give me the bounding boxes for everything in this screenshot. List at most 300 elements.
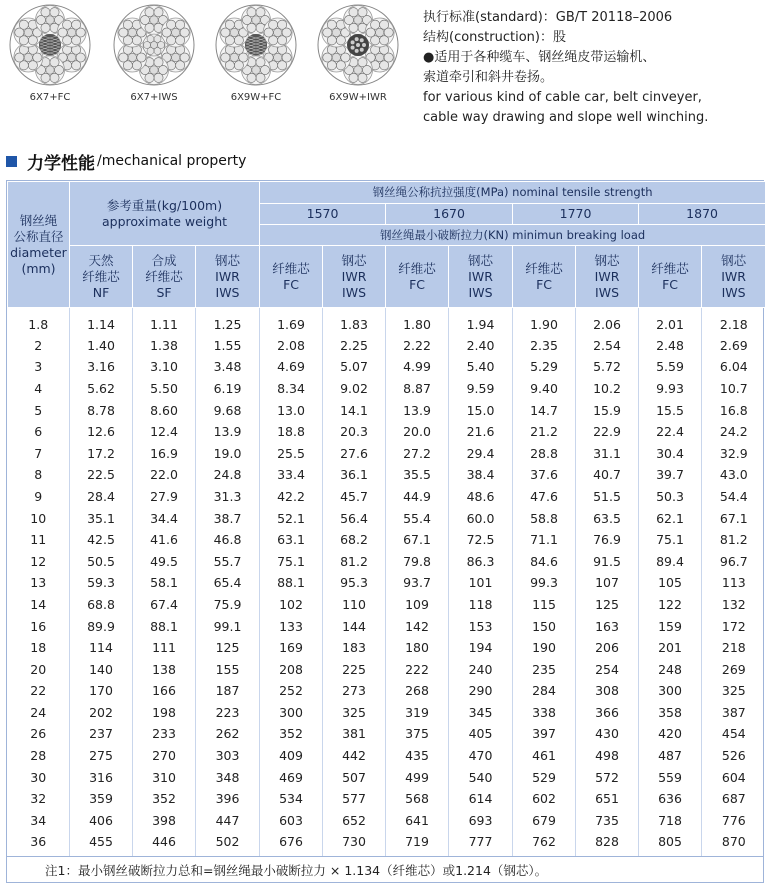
row-value: 651	[576, 788, 639, 810]
row-value: 8.78	[70, 399, 133, 421]
rope-cross-section-icon	[9, 4, 91, 86]
row-value: 5.62	[70, 378, 133, 400]
diagram-6x7-fc	[0, 4, 100, 103]
row-value: 447	[196, 810, 260, 832]
row-value: 63.1	[260, 529, 323, 551]
row-value: 111	[133, 637, 196, 659]
row-value: 22.5	[70, 464, 133, 486]
row-value: 40.7	[576, 464, 639, 486]
row-value: 99.1	[196, 615, 260, 637]
row-value: 223	[196, 702, 260, 724]
row-value: 122	[639, 594, 702, 616]
row-value: 55.7	[196, 550, 260, 572]
row-value: 308	[576, 680, 639, 702]
diagram-6x9w-fc	[206, 4, 306, 103]
weight-header	[70, 182, 260, 246]
row-value: 34.4	[133, 507, 196, 529]
diameter-header-line: 钢丝绳	[19, 212, 58, 228]
row-value: 16.9	[133, 442, 196, 464]
subcol-line: 钢芯	[215, 252, 241, 268]
row-value: 198	[133, 702, 196, 724]
row-value: 870	[702, 831, 766, 856]
row-value: 348	[196, 766, 260, 788]
table-row	[8, 421, 766, 443]
row-value: 6.19	[196, 378, 260, 400]
row-value: 84.6	[513, 550, 576, 572]
table-row	[8, 766, 766, 788]
row-value: 105	[639, 572, 702, 594]
row-value: 233	[133, 723, 196, 745]
row-value: 262	[196, 723, 260, 745]
row-value: 5.29	[513, 356, 576, 378]
row-value: 62.1	[639, 507, 702, 529]
section-marker-icon	[6, 156, 17, 167]
row-value: 735	[576, 810, 639, 832]
row-value: 1.25	[196, 308, 260, 335]
subcol-line: 纤维芯	[272, 260, 310, 276]
row-value: 140	[70, 658, 133, 680]
row-value: 13.0	[260, 399, 323, 421]
row-value: 133	[260, 615, 323, 637]
table-row	[8, 831, 766, 856]
load-subcol-fc	[639, 246, 702, 308]
subcol-line: SF	[156, 284, 172, 300]
row-value: 3.16	[70, 356, 133, 378]
table-row	[8, 788, 766, 810]
row-value: 52.1	[260, 507, 323, 529]
subcol-line: 钢芯	[594, 252, 620, 268]
row-value: 13.9	[386, 399, 449, 421]
row-value: 5.72	[576, 356, 639, 378]
row-value: 252	[260, 680, 323, 702]
row-value: 352	[260, 723, 323, 745]
row-value: 12.4	[133, 421, 196, 443]
row-value: 125	[196, 637, 260, 659]
row-value: 300	[260, 702, 323, 724]
row-value: 43.0	[702, 464, 766, 486]
row-value: 254	[576, 658, 639, 680]
row-value: 22.4	[639, 421, 702, 443]
row-value: 155	[196, 658, 260, 680]
row-value: 679	[513, 810, 576, 832]
row-value: 59.3	[70, 572, 133, 594]
row-diameter: 32	[30, 791, 47, 807]
row-value: 138	[133, 658, 196, 680]
section-title-en: /mechanical property	[97, 153, 247, 169]
row-diameter: 20	[30, 661, 47, 677]
row-value: 208	[260, 658, 323, 680]
row-value: 29.4	[449, 442, 513, 464]
row-value: 8.60	[133, 399, 196, 421]
subcol-line: IWR	[721, 268, 746, 284]
row-value: 4.69	[260, 356, 323, 378]
row-value: 194	[449, 637, 513, 659]
row-diameter: 10	[30, 510, 47, 526]
row-value: 46.8	[196, 529, 260, 551]
table-row	[8, 507, 766, 529]
row-diameter: 6	[34, 424, 43, 440]
load-subcol-fc	[386, 246, 449, 308]
usage-en-2: cable way drawing and slope well winching.	[423, 110, 709, 125]
row-value: 71.1	[513, 529, 576, 551]
table-row	[8, 399, 766, 421]
table-row	[8, 594, 766, 616]
row-value: 381	[323, 723, 386, 745]
row-value: 96.7	[702, 550, 766, 572]
row-value: 420	[639, 723, 702, 745]
row-value: 118	[449, 594, 513, 616]
row-value: 89.4	[639, 550, 702, 572]
row-value: 1.90	[513, 308, 576, 335]
diagram-label: 6X9W+IWR	[329, 92, 387, 103]
row-value: 676	[260, 831, 323, 856]
row-value: 540	[449, 766, 513, 788]
subcol-line: FC	[536, 276, 552, 292]
row-value: 454	[702, 723, 766, 745]
row-value: 470	[449, 745, 513, 767]
row-value: 110	[323, 594, 386, 616]
row-value: 9.40	[513, 378, 576, 400]
row-value: 762	[513, 831, 576, 856]
load-subcol-iwr	[576, 246, 639, 308]
row-value: 1.40	[70, 335, 133, 357]
row-value: 107	[576, 572, 639, 594]
row-value: 33.4	[260, 464, 323, 486]
table-row	[8, 356, 766, 378]
grade-1670: 1670	[386, 204, 513, 225]
weight-subcol-nf	[70, 246, 133, 308]
load-subcol-iwr	[702, 246, 766, 308]
row-value: 435	[386, 745, 449, 767]
row-value: 58.1	[133, 572, 196, 594]
row-value: 218	[702, 637, 766, 659]
usage-cn-1: ●适用于各种缆车、钢丝绳皮带运输机、	[423, 50, 656, 65]
load-subcol-fc	[513, 246, 576, 308]
subcol-line: IWS	[215, 284, 240, 300]
row-value: 180	[386, 637, 449, 659]
row-value: 269	[702, 658, 766, 680]
row-value: 45.7	[323, 486, 386, 508]
rope-diagrams	[0, 4, 410, 124]
row-value: 50.3	[639, 486, 702, 508]
row-value: 1.14	[70, 308, 133, 335]
row-value: 2.06	[576, 308, 639, 335]
row-value: 352	[133, 788, 196, 810]
row-value: 387	[702, 702, 766, 724]
subcol-line: IWR	[215, 268, 240, 284]
row-value: 10.2	[576, 378, 639, 400]
row-value: 405	[449, 723, 513, 745]
row-value: 498	[576, 745, 639, 767]
row-value: 270	[133, 745, 196, 767]
row-value: 2.01	[639, 308, 702, 335]
row-value: 636	[639, 788, 702, 810]
row-value: 42.2	[260, 486, 323, 508]
row-value: 172	[702, 615, 766, 637]
row-value: 31.1	[576, 442, 639, 464]
row-value: 101	[449, 572, 513, 594]
row-value: 602	[513, 788, 576, 810]
row-value: 36.1	[323, 464, 386, 486]
row-diameter: 13	[30, 575, 47, 591]
row-value: 41.6	[133, 529, 196, 551]
row-value: 222	[386, 658, 449, 680]
row-value: 1.94	[449, 308, 513, 335]
diagram-label: 6X7+IWS	[130, 92, 178, 103]
row-value: 86.3	[449, 550, 513, 572]
row-value: 559	[639, 766, 702, 788]
row-value: 572	[576, 766, 639, 788]
table-row	[8, 308, 766, 335]
row-value: 534	[260, 788, 323, 810]
row-diameter: 26	[30, 726, 47, 742]
row-value: 150	[513, 615, 576, 637]
row-value: 42.5	[70, 529, 133, 551]
row-value: 35.1	[70, 507, 133, 529]
row-value: 28.8	[513, 442, 576, 464]
row-value: 170	[70, 680, 133, 702]
row-value: 5.07	[323, 356, 386, 378]
row-value: 446	[133, 831, 196, 856]
row-diameter: 11	[30, 532, 47, 548]
standard-line: 执行标准(standard)：GB/T 20118–2006	[423, 10, 673, 25]
row-value: 113	[702, 572, 766, 594]
diagram-6x7-iws	[104, 4, 204, 103]
row-value: 3.10	[133, 356, 196, 378]
row-value: 3.48	[196, 356, 260, 378]
row-value: 2.22	[386, 335, 449, 357]
row-value: 20.3	[323, 421, 386, 443]
subcol-line: 纤维芯	[398, 260, 436, 276]
subcol-line: 天然	[88, 252, 114, 268]
row-value: 22.0	[133, 464, 196, 486]
row-value: 47.6	[513, 486, 576, 508]
row-value: 2.40	[449, 335, 513, 357]
row-value: 15.9	[576, 399, 639, 421]
row-value: 275	[70, 745, 133, 767]
row-value: 28.4	[70, 486, 133, 508]
row-value: 65.4	[196, 572, 260, 594]
row-value: 409	[260, 745, 323, 767]
row-value: 273	[323, 680, 386, 702]
row-diameter: 4	[34, 380, 43, 396]
row-value: 17.2	[70, 442, 133, 464]
table-body	[8, 308, 766, 857]
row-value: 8.34	[260, 378, 323, 400]
subcol-line: 钢芯	[341, 252, 367, 268]
diagram-6x9w-iwr	[308, 4, 408, 103]
weight-header-line: 参考重量(kg/100m)	[106, 197, 223, 213]
row-value: 114	[70, 637, 133, 659]
row-diameter: 8	[34, 467, 43, 483]
row-value: 68.8	[70, 594, 133, 616]
row-value: 240	[449, 658, 513, 680]
row-value: 1.80	[386, 308, 449, 335]
breaking-load-header: 钢丝绳最小破断拉力(KN) minimun breaking load	[260, 225, 766, 246]
row-value: 730	[323, 831, 386, 856]
subcol-line: 纤维芯	[82, 268, 120, 284]
tensile-header: 钢丝绳公称抗拉强度(MPa) nominal tensile strength	[260, 182, 766, 204]
row-value: 507	[323, 766, 386, 788]
table-row	[8, 442, 766, 464]
row-value: 225	[323, 658, 386, 680]
row-value: 325	[323, 702, 386, 724]
row-value: 268	[386, 680, 449, 702]
subcol-line: FC	[662, 276, 678, 292]
row-value: 398	[133, 810, 196, 832]
row-value: 206	[576, 637, 639, 659]
table-row	[8, 486, 766, 508]
table-row	[8, 572, 766, 594]
section-title-cn: 力学性能	[27, 153, 95, 174]
row-value: 2.35	[513, 335, 576, 357]
row-value: 284	[513, 680, 576, 702]
row-value: 93.7	[386, 572, 449, 594]
row-value: 248	[639, 658, 702, 680]
row-value: 91.5	[576, 550, 639, 572]
row-diameter: 16	[30, 618, 47, 634]
row-value: 187	[196, 680, 260, 702]
row-value: 67.1	[702, 507, 766, 529]
subcol-line: 钢芯	[468, 252, 494, 268]
row-value: 614	[449, 788, 513, 810]
subcol-line: FC	[283, 276, 299, 292]
subcol-line: 纤维芯	[145, 268, 183, 284]
row-value: 687	[702, 788, 766, 810]
subcol-line: IWS	[468, 284, 493, 300]
row-value: 14.1	[323, 399, 386, 421]
grade-1870: 1870	[639, 204, 766, 225]
table-row	[8, 637, 766, 659]
row-value: 1.83	[323, 308, 386, 335]
construction-line: 结构(construction)：股	[423, 30, 566, 45]
row-value: 358	[639, 702, 702, 724]
row-value: 76.9	[576, 529, 639, 551]
row-value: 31.3	[196, 486, 260, 508]
row-value: 27.6	[323, 442, 386, 464]
row-value: 48.6	[449, 486, 513, 508]
row-value: 50.5	[70, 550, 133, 572]
row-value: 577	[323, 788, 386, 810]
diameter-header-line: (mm)	[21, 260, 56, 276]
row-value: 22.9	[576, 421, 639, 443]
row-value: 338	[513, 702, 576, 724]
row-value: 38.7	[196, 507, 260, 529]
row-value: 38.4	[449, 464, 513, 486]
row-value: 202	[70, 702, 133, 724]
row-value: 68.2	[323, 529, 386, 551]
row-value: 397	[513, 723, 576, 745]
diameter-header-line: diameter	[10, 244, 67, 260]
row-value: 290	[449, 680, 513, 702]
row-diameter: 7	[34, 445, 43, 461]
row-value: 125	[576, 594, 639, 616]
grade-1770: 1770	[513, 204, 639, 225]
row-value: 529	[513, 766, 576, 788]
table-row	[8, 810, 766, 832]
table-row	[8, 464, 766, 486]
subcol-line: IWS	[595, 284, 620, 300]
row-value: 455	[70, 831, 133, 856]
row-value: 89.9	[70, 615, 133, 637]
subcol-line: 钢芯	[721, 252, 747, 268]
row-value: 54.4	[702, 486, 766, 508]
row-value: 20.0	[386, 421, 449, 443]
row-value: 56.4	[323, 507, 386, 529]
row-diameter: 28	[30, 748, 47, 764]
row-value: 21.6	[449, 421, 513, 443]
subcol-line: IWR	[594, 268, 620, 284]
row-value: 32.9	[702, 442, 766, 464]
row-value: 13.9	[196, 421, 260, 443]
table-row	[8, 723, 766, 745]
row-value: 719	[386, 831, 449, 856]
row-value: 169	[260, 637, 323, 659]
row-value: 75.9	[196, 594, 260, 616]
subcol-line: IWS	[721, 284, 746, 300]
row-value: 718	[639, 810, 702, 832]
row-value: 14.7	[513, 399, 576, 421]
row-value: 15.5	[639, 399, 702, 421]
table-row	[8, 680, 766, 702]
subcol-line: IWS	[342, 284, 367, 300]
row-value: 776	[702, 810, 766, 832]
subcol-line: FC	[409, 276, 425, 292]
row-value: 8.87	[386, 378, 449, 400]
row-value: 37.6	[513, 464, 576, 486]
row-value: 375	[386, 723, 449, 745]
row-value: 163	[576, 615, 639, 637]
row-value: 166	[133, 680, 196, 702]
subcol-line: IWR	[341, 268, 367, 284]
row-value: 526	[702, 745, 766, 767]
row-value: 2.25	[323, 335, 386, 357]
row-value: 345	[449, 702, 513, 724]
row-diameter: 3	[34, 359, 43, 375]
row-value: 12.6	[70, 421, 133, 443]
row-value: 19.0	[196, 442, 260, 464]
row-value: 95.3	[323, 572, 386, 594]
row-value: 55.4	[386, 507, 449, 529]
usage-cn-2: 索道牵引和斜井卷扬。	[423, 70, 554, 85]
row-value: 9.59	[449, 378, 513, 400]
row-value: 190	[513, 637, 576, 659]
row-value: 79.8	[386, 550, 449, 572]
row-value: 1.11	[133, 308, 196, 335]
row-value: 316	[70, 766, 133, 788]
row-value: 9.02	[323, 378, 386, 400]
weight-header-line: approximate weight	[101, 213, 228, 229]
row-value: 81.2	[323, 550, 386, 572]
row-value: 109	[386, 594, 449, 616]
row-value: 63.5	[576, 507, 639, 529]
row-value: 300	[639, 680, 702, 702]
table-row	[8, 378, 766, 400]
row-value: 469	[260, 766, 323, 788]
diameter-header	[8, 182, 70, 308]
row-value: 499	[386, 766, 449, 788]
row-value: 693	[449, 810, 513, 832]
row-value: 319	[386, 702, 449, 724]
row-value: 51.5	[576, 486, 639, 508]
table-row	[8, 658, 766, 680]
row-diameter: 30	[30, 769, 47, 785]
row-value: 406	[70, 810, 133, 832]
row-value: 159	[639, 615, 702, 637]
row-value: 652	[323, 810, 386, 832]
row-value: 603	[260, 810, 323, 832]
row-value: 72.5	[449, 529, 513, 551]
